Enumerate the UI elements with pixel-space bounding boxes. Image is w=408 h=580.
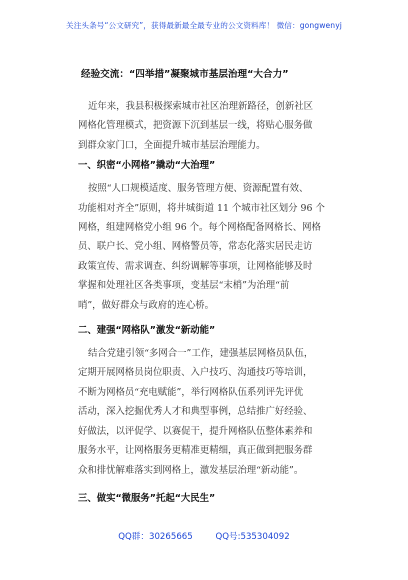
text-line: 定期开展网格员岗位职责、入户技巧、沟通技巧等培训， (78, 367, 313, 379)
text-line: 掌握和处理社区各类事项，变基层“末梢”为治理“前 (78, 280, 290, 292)
text-line: 结合党建引领“多网合一”工作，建强基层网格员队伍， (88, 348, 314, 360)
section-heading-3: 三、做实“微服务”托起“大民生” (78, 492, 216, 504)
section-1-paragraph (78, 179, 348, 315)
header-banner: 关注头条号“公文研究”，获得最新最全最专业的公文资料库！ 微信：gongwenyj (66, 21, 342, 30)
text-line: 近年来，我县积极探索城市社区治理新路径，创新社区 (88, 101, 314, 112)
section-heading-2: 二、建强“网格队”激发“新动能” (78, 325, 216, 337)
footer-qq-group: QQ群：30265665 (118, 532, 193, 542)
text-line: 按照“人口规模适度、服务管理方便、资源配置有效、 (88, 183, 309, 195)
text-line: 好做法，以评促学、以赛促干，提升网格队伍整体素养和 (78, 425, 313, 437)
text-line: 服务水平，让网格服务更精准更精细，真正做到把服务群 (78, 445, 313, 457)
section-2-paragraph (78, 344, 348, 480)
text-line: 不断为网格员“充电赋能”，举行网格队伍系列评先评优 (78, 386, 304, 398)
section-heading-1: 一、织密“小网格”撬动“大治理” (78, 160, 216, 172)
text-line: 活动，深入挖掘优秀人才和典型事例，总结推广好经验、 (78, 406, 313, 418)
text-line: 网格，组建网格党小组 96 个。每个网格配备网格长、网格 (78, 222, 321, 234)
footer-contact (0, 530, 408, 542)
document-title: 经验交流：“四举措”凝聚城市基层治理“大合力” (81, 69, 289, 80)
text-line: 众和排忧解难落实到网格上，激发基层治理“新动能”。 (78, 464, 304, 476)
footer-qq-number: QQ号:535304092 (215, 532, 290, 542)
intro-paragraph (78, 97, 348, 155)
document-body (78, 66, 348, 512)
text-line: 政策宣传、需求调查、纠纷调解等事项，让网格能够及时 (78, 260, 313, 272)
text-line: 员、联户长、党小组、网格警员等，常态化落实居民走访 (78, 241, 313, 253)
text-line: 哨”，做好群众与政府的连心桥。 (78, 299, 215, 311)
text-line: 功能相对齐全”原则，将井城街道 11 个城市社区划分 96 个 (78, 202, 325, 214)
text-line: 网格化管理模式，把资源下沉到基层一线，将贴心服务做 (78, 120, 313, 132)
text-line: 到群众家门口，全面提升城市基层治理能力。 (78, 139, 266, 151)
